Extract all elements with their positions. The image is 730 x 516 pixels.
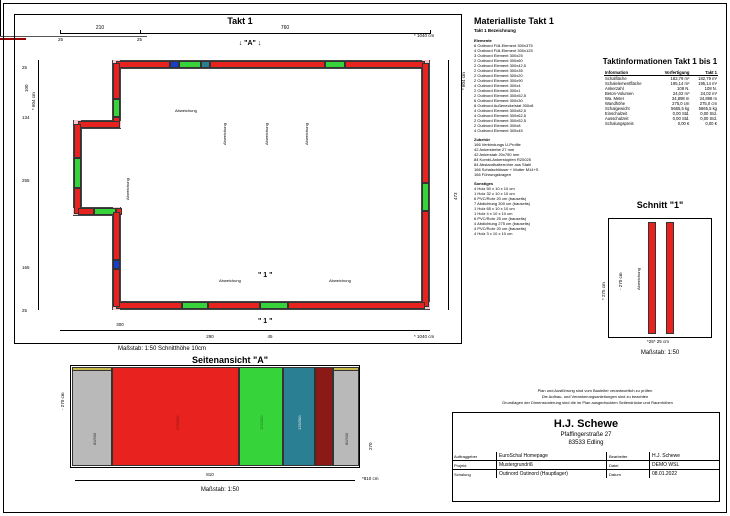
- col-header: Information: [604, 70, 655, 76]
- formwork-segment: [208, 302, 260, 309]
- materialliste-title: Materialliste Takt 1: [474, 16, 554, 26]
- material-row: 4 Abdichtung 275 cm (bauseits): [474, 221, 531, 226]
- cell: 0,00 Std.: [700, 116, 717, 121]
- view-trim: [333, 367, 359, 371]
- material-row: 7 Abdichtung 300 cm (bauseits): [474, 201, 531, 206]
- formwork-segment: [201, 61, 210, 68]
- table-row: [604, 121, 718, 126]
- material-row: 2 Outinord Element 300x1: [474, 88, 521, 93]
- section-formwork-right: [666, 222, 674, 334]
- material-row: 4 Outinord Element 300x4: [474, 83, 521, 88]
- group-rows: [474, 43, 594, 133]
- material-row: 1 Holz 32 x 10 x 10 cm: [474, 191, 515, 196]
- cell: 0,00 €: [677, 121, 690, 126]
- cell: Ankerzahl: [605, 86, 624, 91]
- material-row: 2 Outinord Element 300x20: [474, 73, 523, 78]
- view-panel-label: 375/300: [175, 415, 180, 430]
- formwork-segment: [113, 269, 120, 307]
- dim-bottom-300: 300: [116, 322, 124, 327]
- cell: 24,02 m³: [672, 91, 690, 96]
- field-value: H.J. Schewe: [650, 452, 721, 461]
- cell: 275,0 cm: [672, 101, 690, 106]
- cell: Schalungspreis: [605, 121, 634, 126]
- formwork-segment: [113, 260, 120, 269]
- material-row: 2 Outinord Element 300x35: [474, 68, 523, 73]
- cell: 0,00 €: [705, 121, 717, 126]
- dim-top-line: [60, 33, 430, 34]
- callout-abweichung: Abweichung: [125, 178, 130, 200]
- material-row: 1 Holz 4 x 10 x 10 cm: [474, 211, 513, 216]
- material-row: 4 Outinord Element 300x62,5: [474, 113, 527, 118]
- material-row: 6 PVC/Rohr 20 cm (bauseits): [474, 196, 527, 201]
- dim-left-25a: 25: [22, 308, 28, 313]
- dim-left-165: 165: [22, 265, 30, 270]
- material-row: 2 Outinord Element 300x60: [474, 58, 523, 63]
- cell: 5665,5 kg: [670, 106, 690, 111]
- callout-abweichung: Abweichung: [329, 278, 351, 283]
- callout-abweichung: Abweichung: [264, 123, 269, 145]
- section-bottom-dim: *25* 25 cm: [647, 339, 670, 344]
- material-row: 2 Outinord Element 300x52,5: [474, 118, 527, 123]
- material-row: 42 Ankerstab 20x750 mm: [474, 152, 520, 157]
- material-row: 8 Outinord Außenecke/stat 300x8: [474, 103, 534, 108]
- formwork-segment: [113, 99, 120, 117]
- company-name: H.J. Schewe: [553, 418, 619, 430]
- formwork-segment: [78, 121, 120, 128]
- dim-top-210: 210: [95, 25, 105, 31]
- col-header: Vorfertigung: [655, 70, 690, 76]
- section-title: Schnitt "1": [636, 200, 684, 210]
- view-panel: [315, 367, 333, 466]
- field-label: Projekt: [452, 461, 497, 470]
- cell: 34,898 m: [699, 96, 717, 101]
- callout-abweichung: Abweichung: [175, 108, 197, 113]
- cell: 182,79 m²: [670, 76, 690, 81]
- cell: Beton-Volumen: [605, 91, 634, 96]
- title-row: [452, 461, 720, 470]
- formwork-segment: [182, 302, 208, 309]
- col-header: Takt 1: [690, 70, 718, 76]
- cell: Wandhöhe: [605, 101, 626, 106]
- formwork-segment: [113, 63, 120, 99]
- title-block-table: [452, 452, 720, 478]
- view-dim-bottom-line: [75, 480, 355, 481]
- title-row: [452, 470, 720, 479]
- formwork-segment: [78, 208, 94, 215]
- formwork-segment: [345, 61, 425, 68]
- dim-left-604: * 604 cm: [31, 92, 36, 110]
- group-title: Sonstiges: [474, 181, 494, 186]
- formwork-segment: [288, 302, 425, 309]
- view-panel: [333, 370, 359, 466]
- field-label: Datei: [607, 461, 650, 470]
- material-row: 4 Outinord Füll-Element 300x125: [474, 48, 533, 53]
- section-cavity: [656, 222, 666, 334]
- scale-view: Maßstab: 1:50: [200, 487, 240, 493]
- view-trim: [72, 367, 112, 371]
- material-row: 2 Outinord Element 300x90: [474, 78, 523, 83]
- formwork-segment: [210, 61, 325, 68]
- cell: Schalfläche: [605, 76, 627, 81]
- dim-right-473: 473: [453, 192, 458, 200]
- dim-bottom-45: 45: [267, 334, 273, 339]
- view-dim-right: 270: [368, 442, 373, 450]
- material-row: 3 Outinord Element 300x25: [474, 53, 523, 58]
- material-row: 1 Holz 65 x 10 x 10 cm: [474, 206, 515, 211]
- material-row: 6 PVC/Rohr 25 cm (bauseits): [474, 216, 527, 221]
- section-callout-abweichung: Abweichung: [636, 268, 641, 290]
- cell: 5665,5 kg: [698, 106, 717, 111]
- field-label: Datum: [607, 470, 650, 479]
- taktinfo-table: [604, 70, 718, 126]
- field-value: 08.01.2022: [652, 471, 678, 477]
- view-dim-810cm: *810 cm: [362, 476, 379, 481]
- section-cut-line: [0, 0, 1, 36]
- dim-bottom-line: [60, 330, 430, 331]
- view-panel: [72, 370, 112, 466]
- formwork-segment: [116, 302, 182, 309]
- field-label: Bearbeiter: [607, 452, 650, 461]
- formwork-segment: [179, 61, 201, 68]
- plan-title: Takt 1: [227, 16, 253, 26]
- scale-main: Maßstab: 1:50 Schnitthöhe 10cm: [118, 346, 207, 352]
- formwork-segment: [170, 61, 179, 68]
- formwork-segment: [116, 61, 170, 68]
- plan-note-3: Grundlagen der Dimensionierung sind die im Plan ausgedruckten Seitendrücke und Raumhöhen: [502, 400, 673, 405]
- cell: 195,14 m²: [670, 81, 690, 86]
- cell: 108 N.: [704, 86, 717, 91]
- section-marker-a: ↓ "A" ↓: [238, 40, 262, 47]
- dim-tick: [60, 30, 61, 34]
- material-row: 4 PVC/Rohr 20 cm (bauseits): [474, 226, 527, 231]
- cell: 24,02 m³: [700, 91, 717, 96]
- materialliste-subtitle: Takt 1 Bezeichnung: [474, 28, 516, 33]
- view-panel-label: 80/300: [92, 432, 97, 445]
- title-row: [452, 452, 720, 461]
- material-row: 166 Führungskragen: [474, 172, 511, 177]
- group-title: Elemente: [474, 38, 492, 43]
- dim-top-760: 760: [280, 25, 290, 31]
- material-row: 4 Holz 3 x 10 x 10 cm: [474, 231, 513, 236]
- plan-note-2: Die Aufbau- und Verankerungsanleitungen sind zu beachten: [541, 394, 649, 399]
- field-label: Auftraggeber: [452, 452, 497, 461]
- dim-bottom-290: 290: [206, 334, 214, 339]
- field-value: Outinord Outinord (Hauptlager): [497, 470, 607, 479]
- view-panel-label: 125/300: [297, 415, 302, 430]
- cell: 0,00 Std.: [700, 111, 717, 116]
- cell: 34,898 m: [671, 96, 690, 101]
- view-title: Seitenansicht "A": [191, 355, 269, 365]
- dim-top-1040: * 1040 cm: [414, 33, 435, 38]
- company-address-1: Pfaffingerstraße 27: [560, 432, 612, 438]
- dim-left-line: [38, 60, 39, 310]
- dim-top-25: 25: [58, 37, 64, 42]
- callout-abweichung: Abweichung: [222, 123, 227, 145]
- cell: Schalgewicht: [605, 106, 630, 111]
- cell: 275,0 cm: [699, 101, 717, 106]
- material-row: 166 Schalschlösser + Mutter M14+S: [474, 167, 539, 172]
- cell: 195,14 m²: [698, 81, 717, 86]
- cell: 0,00 Std.: [672, 111, 690, 116]
- dim-right-604: * 604 cm: [461, 72, 466, 90]
- material-row: 4 Outinord Element 300x82,5: [474, 108, 527, 113]
- view-dim-left-top: - 270 cm: [60, 392, 65, 410]
- cell: 108 N.: [677, 86, 690, 91]
- materialliste-groups: [474, 38, 594, 236]
- dim-bottom-1040: * 1040 cm: [414, 334, 435, 339]
- material-row: 84 Abstandhalterrohre aus Stahl: [474, 162, 532, 167]
- company-address-2: 83533 Edling: [568, 440, 604, 446]
- dim-tick: [140, 30, 141, 34]
- dim-top-25b: 25: [137, 37, 143, 42]
- view-panel-label: 125/300: [259, 415, 264, 430]
- formwork-segment: [74, 158, 81, 188]
- cell: Schalelementfläche: [605, 81, 642, 86]
- material-row: 42 Ankerstrebe 27 mm: [474, 147, 515, 152]
- section-marker-1-top: " 1 ": [258, 272, 273, 279]
- dim-left-134: 134: [22, 115, 30, 120]
- material-row: 2 Outinord Element 300x52,5: [474, 93, 527, 98]
- view-dim-810: 810: [206, 472, 214, 477]
- material-row: 166 Verbindungs U-Profile: [474, 142, 521, 147]
- material-row: 4 Outinord Element 300x45: [474, 128, 523, 133]
- field-label: Schalung: [452, 470, 497, 479]
- material-row: 2 Outinord Element 300x8: [474, 123, 521, 128]
- plan-note-1: Plan und Ausführung sind vom Bauleiter verantwortlich zu prüfen: [537, 388, 653, 393]
- callout-abweichung: Abweichung: [219, 278, 241, 283]
- dim-right-line: [448, 60, 449, 310]
- field-value: DEMO WSL: [650, 461, 721, 470]
- formwork-segment: [422, 63, 429, 183]
- formwork-segment: [422, 211, 429, 307]
- cell: 0,00 Std.: [672, 116, 690, 121]
- formwork-segment: [325, 61, 345, 68]
- section-dim-height: * 275 cm: [601, 282, 606, 300]
- field-value: Mustergrundriß: [497, 461, 607, 470]
- section-formwork-left: [648, 222, 656, 334]
- formwork-segment: [422, 183, 429, 211]
- material-row: 84 Kombi-Ankerstopfen R20025: [474, 157, 531, 162]
- formwork-segment: [113, 212, 120, 260]
- material-row: 6 Outinord Element 300x30: [474, 98, 523, 103]
- cell: Ausschalzeit: [605, 116, 629, 121]
- dim-left-25b: 25: [22, 65, 28, 70]
- formwork-segment: [74, 124, 81, 158]
- material-row: 6 Outinord Füll-Element 300x375: [474, 43, 533, 48]
- formwork-segment: [260, 302, 288, 309]
- dim-left-255: 255: [22, 178, 30, 183]
- scale-section: Maßstab: 1:50: [640, 350, 680, 356]
- material-row: 2 Outinord Element 300x42,5: [474, 63, 527, 68]
- material-row: 4 Holz 50 x 10 x 10 cm: [474, 186, 515, 191]
- cell: Einschalzeit: [605, 111, 628, 116]
- dim-left-100: 100: [24, 84, 29, 92]
- taktinfo-title: Taktinformationen Takt 1 bis 1: [602, 57, 718, 66]
- view-panel-label: 80/300: [344, 432, 349, 445]
- cell: Wa. Meter: [605, 96, 625, 101]
- section-marker-1-bottom: " 1 ": [258, 318, 273, 325]
- field-value: EuroSchal Homepage: [497, 452, 607, 461]
- section-dim-depth: - 270 cm: [618, 272, 623, 290]
- cell: 182,79 m²: [698, 76, 717, 81]
- group-title: Zubehör: [474, 137, 490, 142]
- callout-abweichung: Abweichung: [304, 123, 309, 145]
